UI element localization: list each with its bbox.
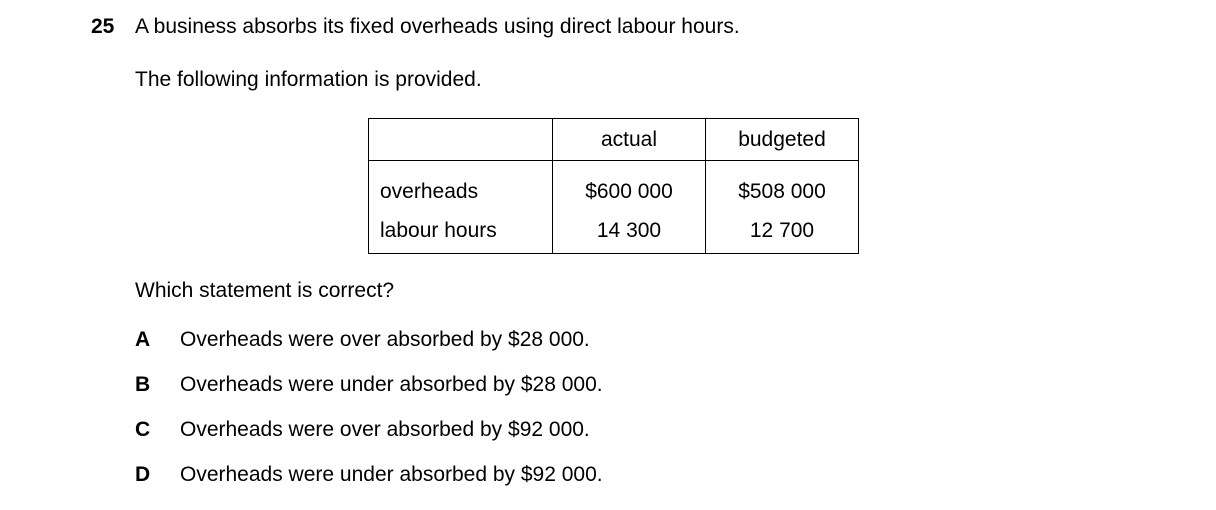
- table-header-budgeted: budgeted: [706, 119, 859, 161]
- answer-option-a[interactable]: [135, 327, 590, 353]
- table-row: [369, 161, 859, 218]
- answer-option-d[interactable]: [135, 462, 603, 488]
- option-letter: A: [135, 328, 151, 351]
- option-letter: D: [135, 463, 151, 486]
- table-header-actual: actual: [553, 119, 706, 161]
- question-stem: A business absorbs its fixed overheads using direct labour hours.: [135, 15, 740, 38]
- question-prompt: Which statement is correct?: [135, 279, 395, 302]
- question-number: 25: [91, 15, 115, 38]
- option-text: Overheads were under absorbed by $92 000.: [180, 463, 603, 486]
- row-label: overheads: [369, 161, 553, 218]
- actual-value: $600 000: [553, 161, 706, 218]
- budgeted-value: 12 700: [706, 217, 859, 254]
- option-text: Overheads were over absorbed by $28 000.: [180, 328, 590, 351]
- option-text: Overheads were over absorbed by $92 000.: [180, 418, 590, 441]
- row-label: labour hours: [369, 217, 553, 254]
- table-header-blank: [369, 119, 553, 161]
- question-intro: The following information is provided.: [135, 68, 482, 91]
- information-table: [368, 118, 859, 254]
- option-letter: B: [135, 373, 151, 396]
- budgeted-value: $508 000: [706, 161, 859, 218]
- table-row: [369, 217, 859, 254]
- answer-option-b[interactable]: [135, 372, 603, 398]
- actual-value: 14 300: [553, 217, 706, 254]
- option-text: Overheads were under absorbed by $28 000.: [180, 373, 603, 396]
- option-letter: C: [135, 418, 151, 441]
- answer-option-c[interactable]: [135, 417, 590, 443]
- table-header-row: [369, 119, 859, 161]
